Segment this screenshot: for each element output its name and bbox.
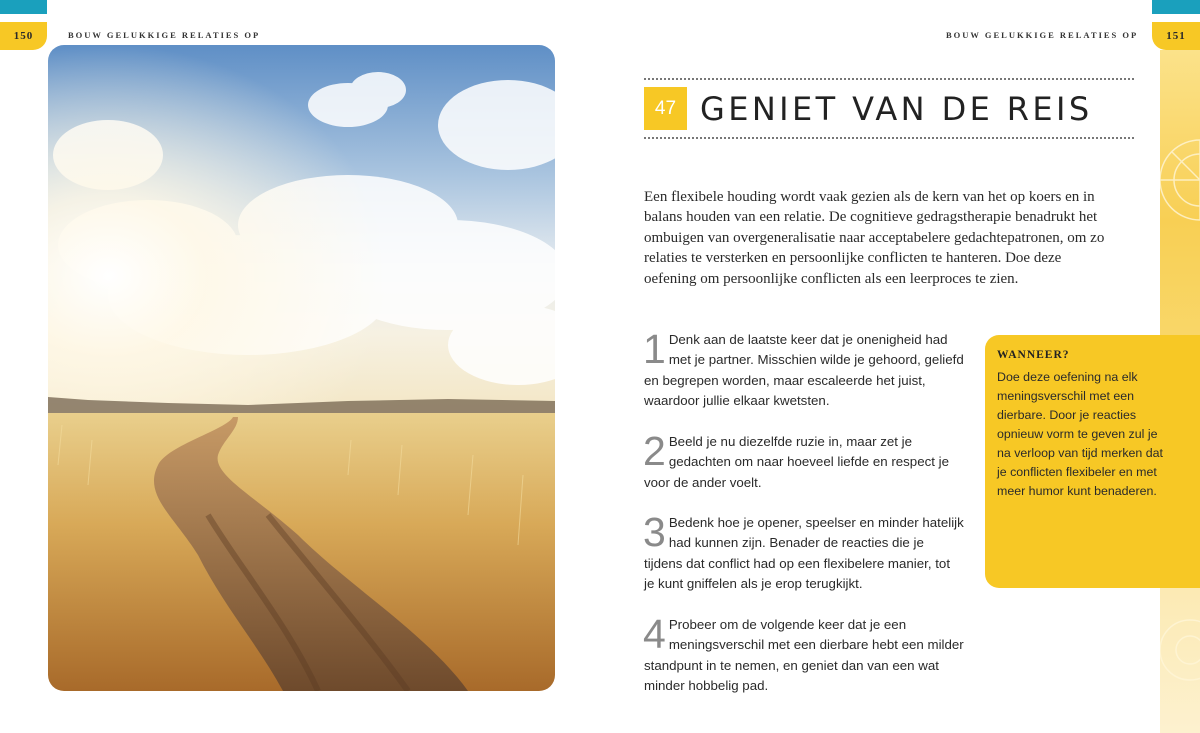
step-1: [643, 326, 964, 412]
exercise-title: GENIET VAN DE REIS: [700, 90, 1093, 128]
step-2: [643, 428, 964, 493]
sidebar-title: WANNEER?: [997, 349, 1070, 361]
page-number-right: 151: [1152, 22, 1200, 50]
top-color-strip-right: [1152, 0, 1200, 14]
step-number: 3: [643, 509, 666, 555]
page-number-left: 150: [0, 22, 47, 50]
running-head-left: BOUW GELUKKIGE RELATIES OP: [68, 30, 261, 40]
top-color-strip-left: [0, 0, 47, 14]
step-number: 1: [643, 326, 666, 372]
wanneer-sidebar: [985, 335, 1200, 588]
step-number: 2: [643, 428, 666, 474]
step-text: Probeer om de volgende keer dat je een meningsverschil met een dierbare hebt een milder standpunt in te nemen, en geniet dan van een wat minder hobbelig pad.: [644, 617, 964, 694]
step-4: [643, 611, 964, 697]
intro-paragraph: Een flexibele houding wordt vaak gezien als de kern van het op koers en in balans houden van een relatie. De cognitieve gedragstherapie benadrukt het ombuigen van overgeneralisatie naar acceptabelere gedachtepatronen, om zo relaties te versterken en persoonlijke conflicten te hanteren. Doe deze oefening om persoonlijke conflicten als een leerproces te zien.: [644, 189, 1105, 287]
title-rule-bottom: [644, 137, 1134, 139]
step-text: Denk aan de laatste keer dat je onenigheid had met je partner. Misschien wilde je gehoord, geliefd en begrepen worden, maar escaleerde het juist, waardoor jullie elkaar kwetsten.: [644, 332, 964, 409]
step-3: [643, 509, 964, 595]
landscape-photo: [48, 45, 555, 691]
step-text: Bedenk hoe je opener, speelser en minder hatelijk had kunnen zijn. Benader de reacties die je tijdens dat conflict had op een flexibelere manier, tot je kunt gniffelen als je erop terugkijkt.: [644, 515, 964, 592]
running-head-right: BOUW GELUKKIGE RELATIES OP: [946, 30, 1139, 40]
exercise-number-badge: 47: [644, 87, 687, 130]
title-rule-top: [644, 78, 1134, 80]
step-text: Beeld je nu diezelfde ruzie in, maar zet je gedachten om naar hoeveel liefde en respect je voor de ander voelt.: [644, 434, 949, 490]
sidebar-text: Doe deze oefening na elk meningsverschil met een dierbare. Door je reacties opnieuw vorm te geven zul je na verloop van tijd merken dat je conflicten flexibeler en met meer humor kunt benaderen.: [997, 370, 1163, 498]
step-number: 4: [643, 611, 666, 657]
